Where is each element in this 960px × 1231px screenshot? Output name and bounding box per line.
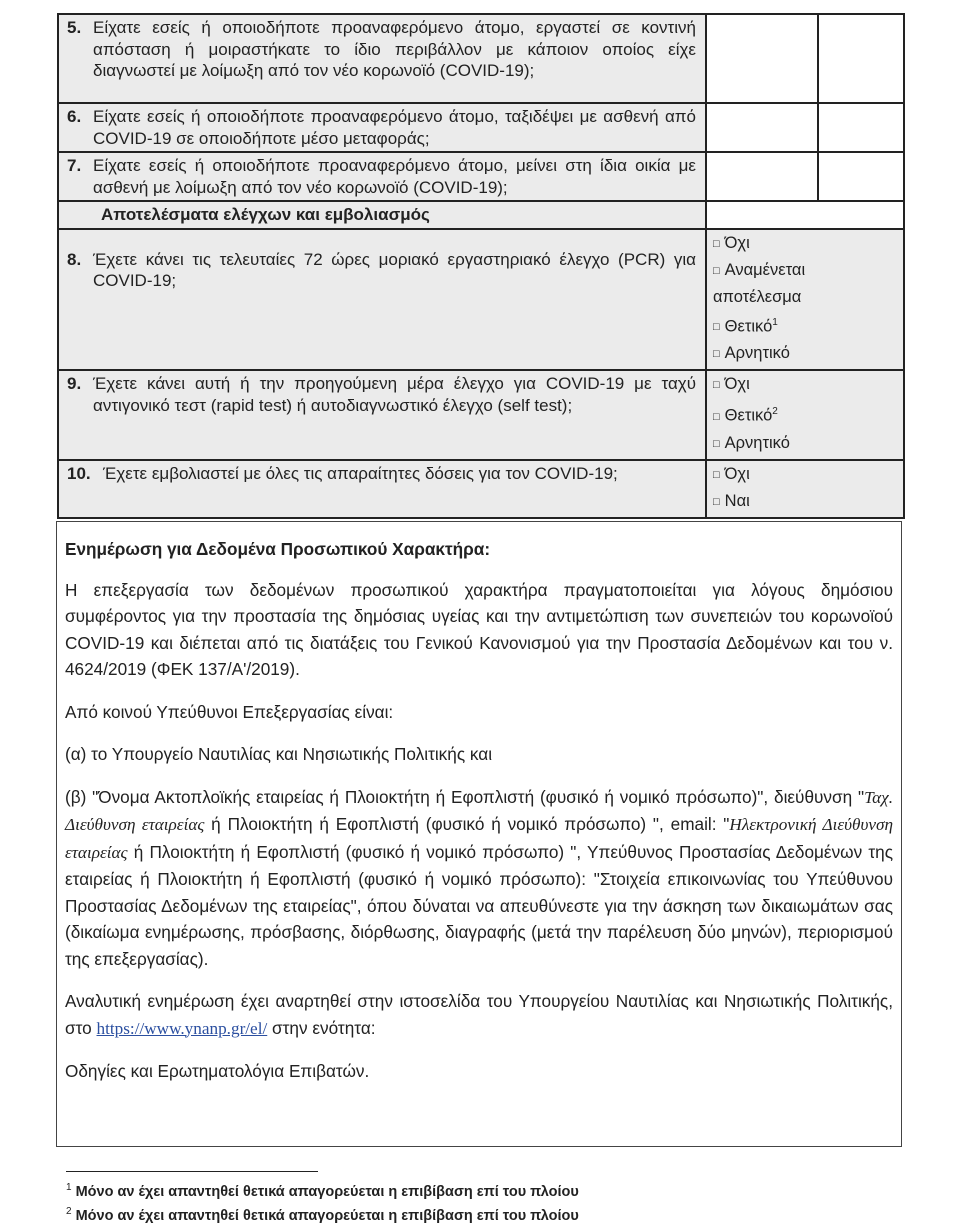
question-text: Έχετε κάνει αυτή ή την προηγούμενη μέρα έλεγχο για COVID-19 με ταχύ αντιγονικό τεστ (rapid test) ή αυτοδιαγνωστικό έλεγχο (self test);	[93, 374, 696, 415]
question-number: 8.	[67, 249, 82, 269]
question-number: 5.	[67, 18, 82, 37]
checkbox-icon[interactable]: □	[713, 264, 720, 277]
section-title: Αποτελέσματα ελέγχων και εμβολιασμός	[101, 205, 430, 224]
answer-cell-no[interactable]	[818, 152, 904, 201]
option-negative[interactable]: □ Αρνητικό	[713, 433, 790, 452]
question-number: 6.	[67, 107, 82, 126]
privacy-paragraph: Η επεξεργασία των δεδομένων προσωπικού χαρακτήρα πραγματοποιείται για λόγους δημόσιου συμφέροντος για την προστασία της δημόσιας υγείας και την αντιμετώπιση των συνεπειών του κορωνοϊού COVID-19 και διέπεται από τις διατάξεις του Γενικού Κανονισμού για την Προστασία Δεδομένων και του ν. 4624/2019 (ΦΕΚ 137/Α'/2019).	[65, 579, 893, 679]
answer-cell-yes[interactable]	[706, 152, 818, 201]
company-address-placeholder: Ταχ. Διεύθυνση εταιρείας	[65, 787, 893, 834]
privacy-paragraph: Από κοινού Υπεύθυνοι Επεξεργασίας είναι:	[65, 701, 394, 722]
footnote-1: $^1$ Μόνο αν έχει απαντηθεί θετικά απαγορεύεται η επιβίβαση επί του πλοίου	[66, 1182, 579, 1200]
option-pending-cont: αποτέλεσμα	[713, 287, 802, 306]
question-text: Έχετε εμβολιαστεί με όλες τις απαραίτητες δόσεις για τον COVID-19;	[103, 463, 618, 483]
question-text: Είχατε εσείς ή οποιοδήποτε προαναφερόμενο άτομο, μείνει στη ίδια οικία με ασθενή με λοίμωξη από τον νέο κορωνοϊό (COVID-19);	[93, 156, 696, 197]
company-email-placeholder: Ηλεκτρονική Διεύθυνση εταιρείας	[65, 815, 894, 862]
question-text: Έχετε κάνει τις τελευταίες 72 ώρες μοριακό εργαστηριακό έλεγχο (PCR) για COVID-19;	[93, 249, 696, 290]
option-no[interactable]: □ Όχι	[713, 233, 750, 252]
question-row-9	[58, 370, 904, 460]
question-text: Είχατε εσείς ή οποιοδήποτε προαναφερόμενο άτομο, ταξιδέψει με ασθενή από COVID-19 σε οποιοδήποτε μέσο μεταφοράς;	[93, 107, 696, 148]
footnote-2: $^2$ Μόνο αν έχει απαντηθεί θετικά απαγορεύεται η επιβίβαση επί του πλοίου	[66, 1205, 579, 1224]
answer-options	[706, 460, 904, 518]
option-positive[interactable]: □ Θετικό$^2$	[713, 406, 778, 425]
question-row-5	[58, 14, 904, 103]
option-negative[interactable]: □ Αρνητικό	[713, 344, 790, 362]
questions-table	[57, 13, 905, 519]
privacy-notice	[56, 521, 902, 1147]
answer-cell-yes[interactable]	[706, 14, 818, 103]
option-pending[interactable]: □ Αναμένεται	[713, 260, 806, 279]
footnote-divider	[66, 1171, 318, 1172]
checkbox-icon[interactable]: □	[713, 495, 720, 508]
question-row-8	[58, 229, 904, 371]
privacy-paragraph: Οδηγίες και Ερωτηματολόγια Επιβατών.	[65, 1061, 370, 1081]
question-number: 9.	[67, 374, 82, 393]
checkbox-icon[interactable]: □	[713, 379, 720, 391]
question-row-7	[58, 152, 904, 201]
option-positive[interactable]: □ Θετικό$^1$	[713, 316, 778, 335]
privacy-paragraph: Αναλυτική ενημέρωση έχει αναρτηθεί στην ιστοσελίδα του Υπουργείου Ναυτιλίας και Νησιωτικής Πολιτικής, στο https://www.ynanp.gr/el/ στην ενότητα:	[65, 991, 893, 1038]
answer-cell-yes[interactable]	[706, 103, 818, 152]
privacy-paragraph: (α) το Υπουργείο Ναυτιλίας και Νησιωτικής Πολιτικής και	[65, 744, 493, 764]
ministry-link[interactable]: https://www.ynanp.gr/el/	[96, 1018, 268, 1038]
answer-options	[706, 229, 904, 371]
checkbox-icon[interactable]: □	[713, 321, 720, 333]
question-number: 7.	[67, 156, 82, 175]
question-number: 10.	[67, 463, 91, 483]
question-row-6	[58, 103, 904, 152]
option-no[interactable]: □ Όχι	[713, 375, 750, 393]
question-text: Είχατε εσείς ή οποιοδήποτε προαναφερόμενο άτομο, εργαστεί σε κοντινή απόσταση ή μοιραστήκατε το ίδιο περιβάλλον με κάποιον οποίος είχε διαγνωστεί με λοίμωξη από τον νέο κορωνοϊό (COVID-19);	[93, 18, 696, 80]
answer-options	[706, 370, 904, 460]
option-yes[interactable]: □ Ναι	[713, 491, 750, 510]
section-row	[58, 201, 904, 229]
checkbox-icon[interactable]: □	[713, 437, 720, 450]
option-no[interactable]: □ Όχι	[713, 464, 750, 483]
privacy-paragraph: (β) "Όνομα Ακτοπλοϊκής εταιρείας ή Πλοιοκτήτη ή Εφοπλιστή (φυσικό ή νομικό πρόσωπο)", διεύθυνση "Ταχ. Διεύθυνση εταιρείας ή Πλοιοκτήτη ή Εφοπλιστή (φυσικό ή νομικό πρόσωπο) ", email: "Ηλεκτρονική Διεύθυνση εταιρείας ή Πλοιοκτήτη ή Εφοπλιστή (φυσικό ή νομικό πρόσωπο) ", Υπεύθυνος Προστασίας Δεδομένων της εταιρείας ή Πλοιοκτήτη ή Εφοπλιστή (φυσικό ή νομικό πρόσωπο): "Στοιχεία επικοινωνίας του Υπεύθυνου Προστασίας Δεδομένων της εταιρείας", όπου δύναται να απευθύνεστε για την άσκηση των δικαιωμάτων σας (δικαίωμα ενημέρωσης, πρόσβασης, διόρθωσης, διαγραφής (μετά την παρέλευση δύο μηνών), περιορισμού της επεξεργασίας).	[65, 786, 894, 969]
checkbox-icon[interactable]: □	[713, 237, 720, 250]
answer-cell-no[interactable]	[818, 103, 904, 152]
privacy-title: Ενημέρωση για Δεδομένα Προσωπικού Χαρακτήρα:	[65, 539, 491, 559]
footnotes	[66, 1178, 579, 1226]
question-row-10	[58, 460, 904, 518]
footnote-ref: 2	[772, 406, 778, 417]
footnote-ref: 1	[772, 316, 778, 328]
answer-cell-no[interactable]	[818, 14, 904, 103]
checkbox-icon[interactable]: □	[713, 468, 720, 481]
checkbox-icon[interactable]: □	[713, 348, 720, 360]
checkbox-icon[interactable]: □	[713, 410, 720, 423]
